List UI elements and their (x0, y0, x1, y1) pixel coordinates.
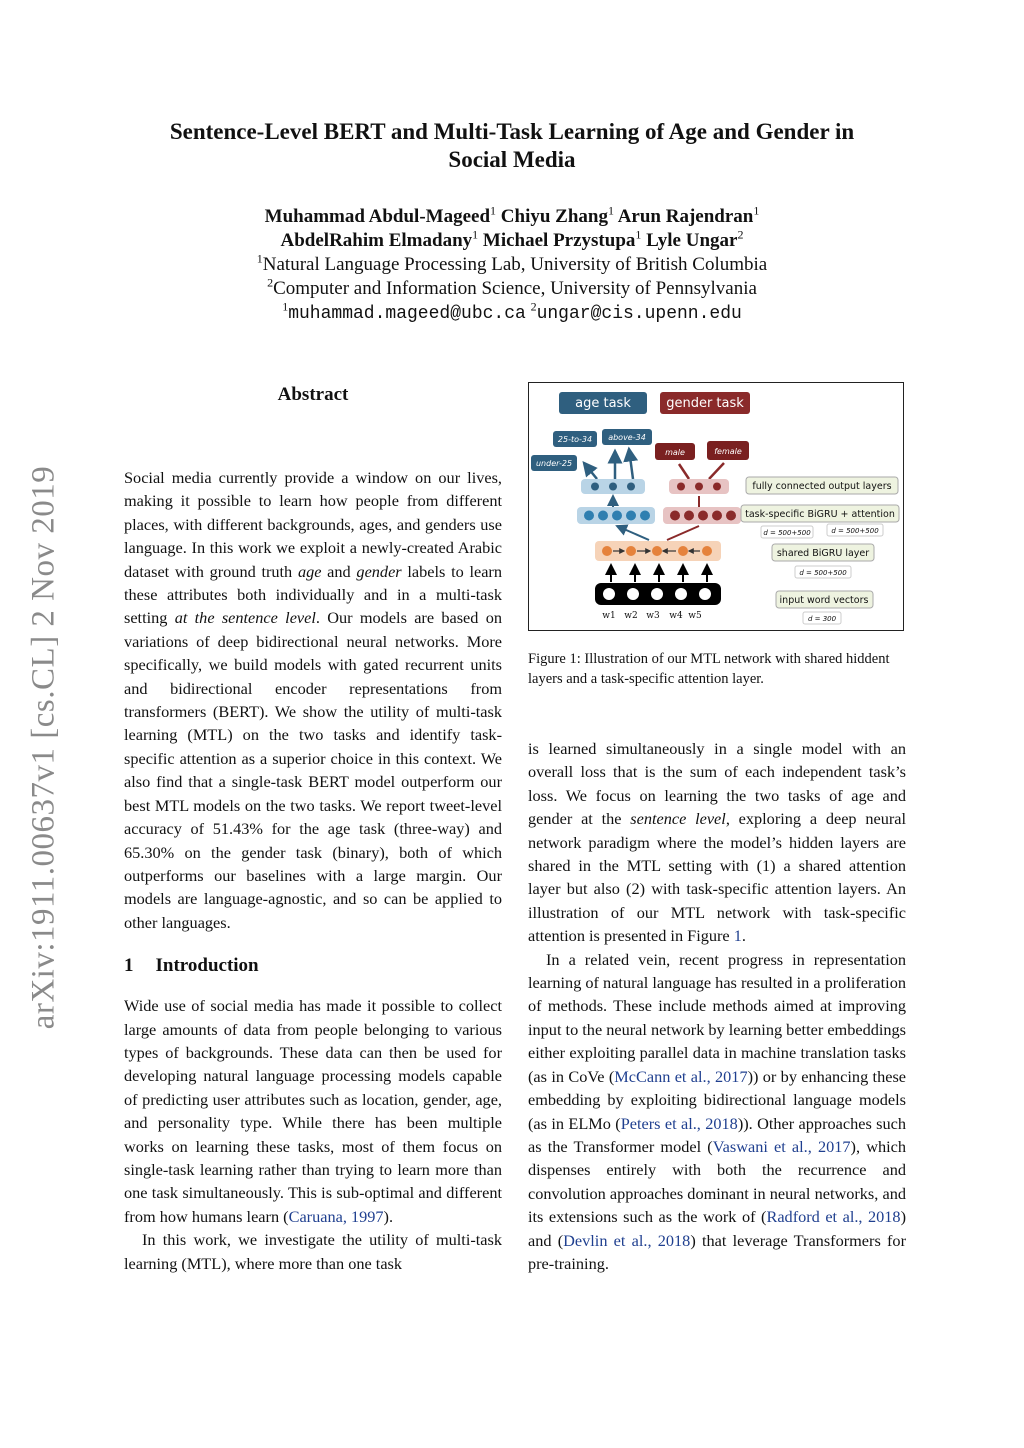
section-number: 1 (124, 955, 134, 977)
label-female: female (714, 447, 742, 456)
email-link[interactable]: muhammad.mageed@ubc.ca (288, 304, 526, 324)
author-name: Lyle Ungar (646, 230, 738, 251)
age-task-label: age task (575, 396, 631, 411)
arxiv-id: arXiv:1911.00637v1 [cs.CL] 2 Nov 2019 (25, 465, 62, 1029)
author-block (120, 205, 904, 326)
affiliation-mark: 2 (530, 299, 537, 314)
word-token: w3 (646, 611, 660, 621)
mtl-network-diagram (529, 383, 905, 632)
bigru-label: task-specific BiGRU + attention (745, 509, 895, 520)
affiliation-mark: 1 (607, 203, 614, 218)
affiliation-2 (120, 277, 904, 301)
title-line-1: Sentence-Level BERT and Multi-Task Learning of Age and Gender in (169, 119, 855, 144)
affiliation-1 (120, 253, 904, 277)
arxiv-stamp (12, 452, 76, 1042)
figure-caption: Figure 1: Illustration of our MTL network with shared hiddent layers and a task-specific attention layer. (528, 651, 890, 687)
word-token: w5 (688, 611, 702, 621)
citation-link[interactable]: Caruana, 1997 (288, 1206, 384, 1226)
affiliation-mark: 1 (282, 299, 289, 314)
affiliation-mark: 1 (472, 227, 479, 242)
affiliation-mark: 2 (737, 227, 744, 242)
affiliation-mark: 2 (267, 275, 274, 290)
paper-title (120, 118, 904, 174)
gender-task-label: gender task (666, 396, 744, 411)
citation-link[interactable]: Devlin et al., 2018 (563, 1230, 691, 1250)
intro-paragraph-2: In this work, we investigate the utility of multi-task learning (MTL), where more than one task (124, 1230, 502, 1273)
citation-link[interactable]: Peters et al., 2018 (620, 1113, 738, 1133)
affiliation-mark: 1 (635, 227, 642, 242)
intro-paragraph-1: Wide use of social media has made it possible to collect large amounts of data from people belonging to various types of backgrounds. These data can then be used for developing natural language processing models capable of predicting user attributes such as location, gender, age, and personality type. While there has been multiple works on learning these tasks, most of them focus on single-task learning rather than trying to learn more than one task simultaneously. This is sub-optimal and different from how humans learn (Caruana, 1997). (124, 996, 502, 1226)
dim-label: d = 500+500 (763, 529, 811, 537)
authors-line-1 (120, 205, 904, 229)
title-line-2: Social Media (448, 147, 576, 172)
figure-ref-link[interactable]: 1 (733, 926, 742, 946)
abstract-text: Social media currently provide a window on our lives, making it possible to learn how people from different places, with different backgrounds, ages, and genders use language. In this work we exploit a newly-created Arabic dataset with ground truth age and gender labels to learn these attributes both individually and in a multi-task setting at the sentence level. Our models are based on variations of deep bidirectional neural networks. More specifically, we build models with gated recurrent units and bidirectional encoder representations from transformers (BERT). We show the utility of multi-task learning (MTL) on the two tasks and identify task-specific attention as a superior choice in this context. We also find that a single-task BERT model outperform our best MTL models on the two tasks. We report tweet-level accuracy of 51.43% for the age task (three-way) and 65.30% on the gender task (binary), both of which outperforms our baselines with a large margin. Our models are language-agnostic, and so can be applied to other languages. (124, 468, 502, 932)
word-token: w1 (602, 611, 616, 621)
section-title: Introduction (155, 955, 259, 977)
citation-link[interactable]: Vaswani et al., 2017 (712, 1136, 851, 1156)
label-above-34: above-34 (608, 433, 646, 442)
author-name: Michael Przystupa (482, 230, 636, 251)
shared-label: shared BiGRU layer (776, 548, 870, 559)
label-25-to-34: 25-to-34 (557, 435, 593, 444)
word-token: w4 (669, 611, 683, 621)
dim-label: d = 300 (807, 615, 837, 623)
figure-1 (528, 382, 904, 631)
word-token: w2 (624, 611, 638, 621)
affiliation-mark: 1 (256, 251, 263, 266)
emails (120, 301, 904, 326)
label-under-25: under-25 (535, 459, 573, 468)
affiliation-text: Computer and Information Science, University of Pennsylvania (273, 278, 757, 299)
author-name: AbdelRahim Elmadany (280, 230, 473, 251)
fc-label: fully connected output layers (752, 481, 892, 492)
abstract-heading: Abstract (277, 384, 349, 405)
dim-label: d = 500+500 (831, 527, 879, 535)
dim-label: d = 500+500 (799, 569, 847, 577)
left-column (124, 384, 502, 1275)
intro-paragraph-4: In a related vein, recent progress in representation learning of natural language has resulted in a proliferation of methods. These include methods aimed at improving input to the neural network by learning better embeddings either exploiting parallel data in machine translation tasks (as in CoVe (McCann et al., 2017)) or by enhancing these embedding by exploiting bidirectional language models (as in ELMo (Peters et al., 2018)). Other approaches such as the Transformer model (Vaswani et al., 2017), which dispenses entirely with both the recurrence and convolution approaches dominant in neural networks, and its extensions such as the work of (Radford et al., 2018) and (Devlin et al., 2018) that leverage Transformers for pre-training. (528, 949, 907, 1273)
input-label: input word vectors (779, 595, 869, 606)
section-heading-introduction (124, 955, 502, 977)
affiliation-mark: 1 (753, 203, 760, 218)
citation-link[interactable]: McCann et al., 2017 (614, 1066, 748, 1086)
affiliation-mark: 1 (490, 203, 497, 218)
affiliation-text: Natural Language Processing Lab, University of British Columbia (262, 254, 768, 275)
author-name: Muhammad Abdul-Mageed (264, 206, 491, 227)
author-name: Chiyu Zhang (500, 206, 608, 227)
intro-paragraph-3: is learned simultaneously in a single model with an overall loss that is the sum of each independent task’s loss. We focus on learning the two tasks of age and gender at the sentence level, exploring a deep neural network paradigm where the model’s hidden layers are shared in the MTL setting with (1) a shared attention layer but also (2) with task-specific attention layers. An illustration of our MTL network with task-specific attention is presented in Figure 1. (528, 739, 907, 946)
email-link[interactable]: ungar@cis.upenn.edu (536, 304, 742, 324)
citation-link[interactable]: Radford et al., 2018 (766, 1207, 901, 1227)
author-name: Arun Rajendran (617, 206, 754, 227)
right-column (528, 382, 906, 1275)
authors-line-2 (120, 229, 904, 253)
label-male: male (665, 448, 685, 457)
